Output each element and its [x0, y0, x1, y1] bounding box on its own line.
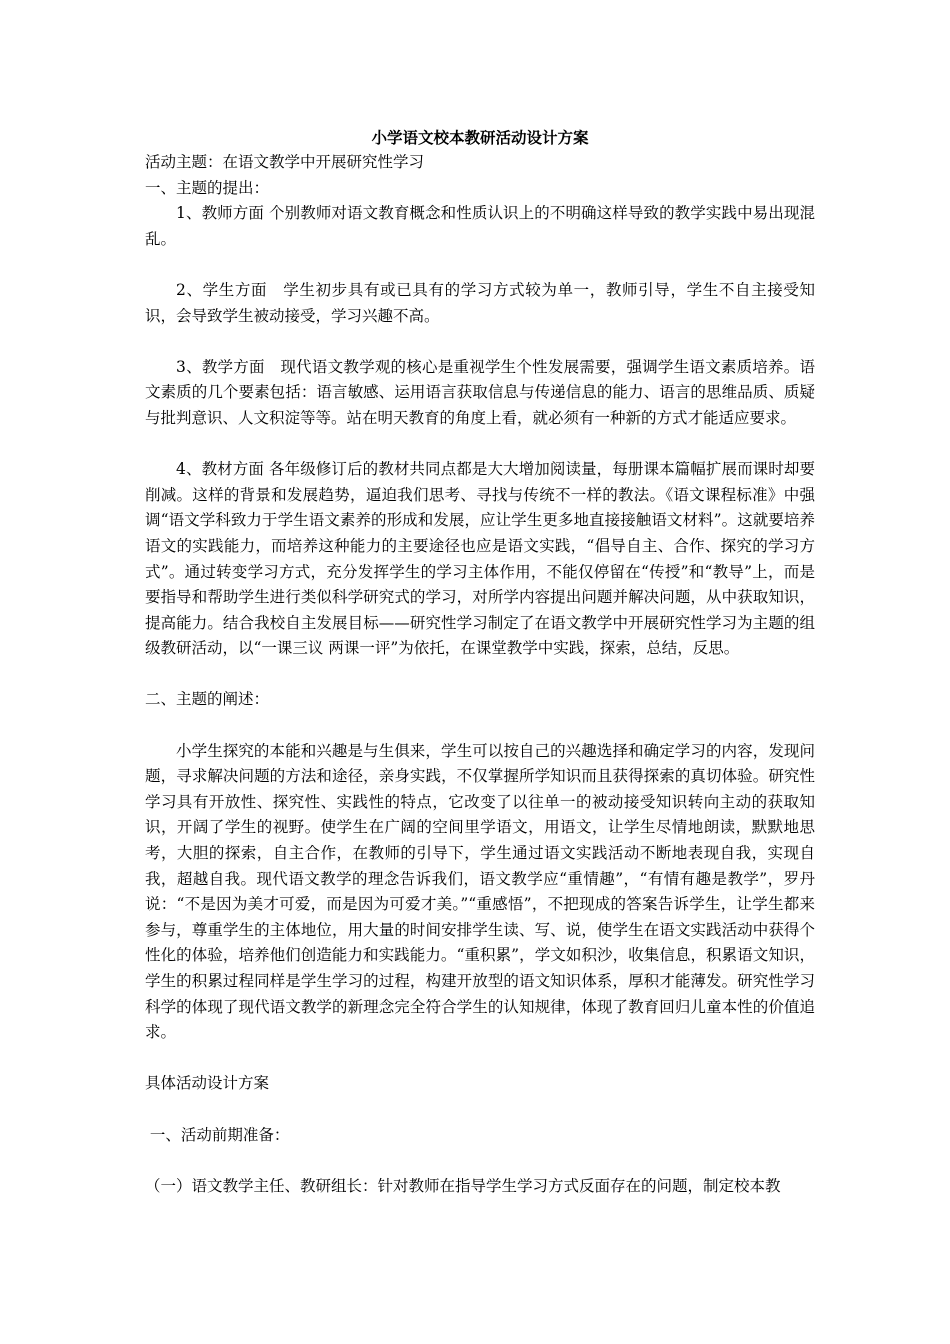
paragraph-gap [145, 662, 815, 688]
document-title: 小学语文校本教研活动设计方案 [371, 128, 589, 147]
plan-section-heading: 一、活动前期准备： [145, 1125, 290, 1144]
activity-theme: 活动主题：在语文教学中开展研究性学习 [145, 153, 425, 171]
paragraph-gap [145, 432, 815, 458]
section-heading: 二、主题的阐述： [145, 690, 270, 709]
paragraph-gap [145, 329, 815, 355]
section-heading: 一、主题的提出： [145, 178, 270, 197]
paragraph-teacher-aspect: 1、教师方面 个别教师对语文教育概念和性质认识上的不明确这样导致的教学实践中易出现混乱。 [145, 204, 815, 248]
paragraph-gap [145, 1148, 815, 1174]
paragraph-theme-explanation: 小学生探究的本能和兴趣是与生俱来，学生可以按自己的兴趣选择和确定学习的内容，发现问题，寻求解决问题的方法和途径，亲身实践，不仅掌握所学知识而且获得探索的真切体验。研究性学习具有开放性、探究性、实践性的特点，它改变了以往单一的被动接受知识转向主动的获取知识，开阔了学生的视野。使学生在广阔的空间里学语文，用语文，让学生尽情地朗读，默默地思考，大胆的探索，自主合作，在教师的引导下，学生通过语文实践活动不断地表现自我，实现自我，超越自我。现代语文教学的理念告诉我们，语文教学应“重情趣”，“有情有趣是教学”，罗丹说：“不是因为美才可爱，而是因为可爱才美。”“重感悟”，不把现成的答案告诉学生，让学生都来参与，尊重学生的主体地位，用大量的时间安排学生读、写、说，使学生在语文实践活动中获得个性化的体验，培养他们创造能力和实践能力。“重积累”，学文如积沙，收集信息，积累语文知识，学生的积累过程同样是学生学习的过程，构建开放型的语文知识体系，厚积才能薄发。研究性学习科学的体现了现代语文教学的新理念完全符合学生的认知规律，体现了教育回归儿童本性的价值追求。 [145, 741, 815, 1042]
paragraph-gap [145, 1097, 815, 1123]
paragraph-gap [145, 713, 815, 739]
paragraph-gap [145, 1046, 815, 1072]
document-body [145, 125, 815, 1199]
paragraph-gap [145, 252, 815, 278]
paragraph-textbook-aspect: 4、教材方面 各年级修订后的教材共同点都是大大增加阅读量，每册课本篇幅扩展而课时却要削减。这样的背景和发展趋势，逼迫我们思考、寻找与传统不一样的教法。《语文课程标准》中强调“语文学科致力于学生语文素养的形成和发展，应让学生更多地直接接触语文材料”。这就要培养语文的实践能力，而培养这种能力的主要途径也应是语文实践，“倡导自主、合作、探究的学习方式”。通过转变学习方式，充分发挥学生的学习主体作用，不能仅停留在“传授”和“教导”上，而是要指导和帮助学生进行类似科学研究式的学习，对所学内容提出问题并解决问题，从中获取知识，提高能力。结合我校自主发展目标——研究性学习制定了在语文教学中开展研究性学习为主题的组级教研活动，以“一课三议 两课一评”为依托，在课堂教学中实践，探索，总结，反思。 [145, 460, 815, 658]
plan-heading: 具体活动设计方案 [145, 1074, 270, 1093]
paragraph-student-aspect: 2、学生方面 学生初步具有或已具有的学习方式较为单一，教师引导，学生不自主接受知识，会导致学生被动接受，学习兴趣不高。 [145, 280, 815, 325]
plan-paragraph: （一）语文教学主任、教研组长：针对教师在指导学生学习方式反面存在的问题，制定校本教 [145, 1176, 781, 1195]
paragraph-teaching-aspect: 3、教学方面 现代语文教学观的核心是重视学生个性发展需要，强调学生语文素质培养。语文素质的几个要素包括：语言敏感、运用语言获取信息与传递信息的能力、语言的思维品质、质疑与批判意识、人文积淀等等。站在明天教育的角度上看，就必须有一种新的方式才能适应要求。 [145, 357, 815, 427]
